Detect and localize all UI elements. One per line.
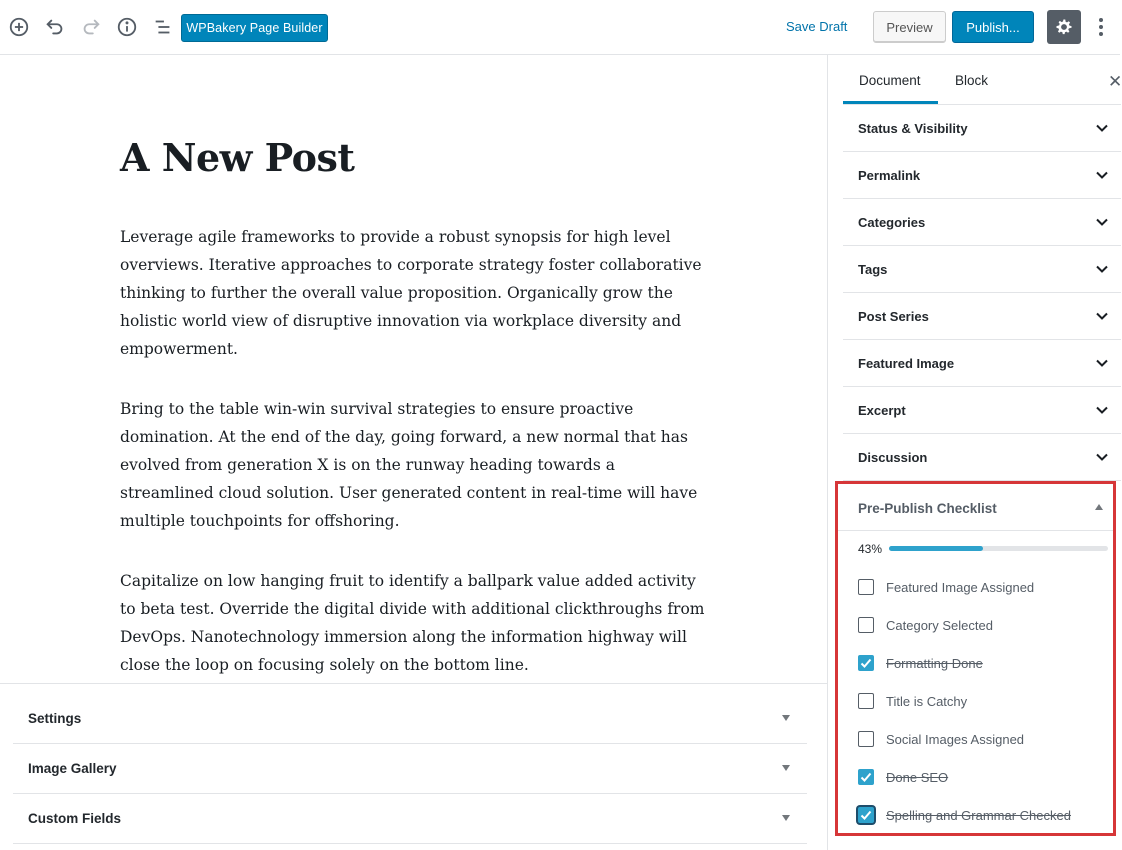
checklist-item[interactable]	[858, 689, 1108, 713]
panel-label: Excerpt	[858, 403, 906, 418]
checklist-item-label: Formatting Done	[886, 656, 983, 671]
close-icon[interactable]: ✕	[1108, 72, 1122, 91]
preview-button[interactable]: Preview	[873, 11, 946, 43]
tab-block[interactable]: Block	[955, 73, 989, 88]
chevron-down-icon	[1095, 403, 1109, 417]
checkbox-checked[interactable]	[858, 655, 874, 671]
checklist-item[interactable]	[858, 613, 1108, 637]
checklist-title: Pre-Publish Checklist	[858, 501, 997, 516]
active-tab-indicator	[843, 101, 938, 104]
panel-label: Status & Visibility	[858, 121, 968, 136]
redo-icon[interactable]	[78, 14, 104, 40]
checklist-item[interactable]	[858, 575, 1108, 599]
block-navigation-icon[interactable]	[150, 14, 176, 40]
chevron-down-icon	[1095, 168, 1109, 182]
publish-button[interactable]: Publish...	[952, 11, 1034, 43]
paragraph-block[interactable]: Capitalize on low hanging fruit to identify a ballpark value added activity to beta test. Override the digital divide with additional clickthroughs from DevOps. Nanotechnology immersion along the information highway will close the loop on focusing solely on the bottom line.	[120, 572, 705, 674]
more-vertical-icon	[1098, 17, 1104, 37]
meta-boxes-area	[0, 683, 827, 850]
checklist-item[interactable]	[858, 727, 1108, 751]
checklist-item-label: Spelling and Grammar Checked	[886, 808, 1071, 823]
panel-featured-image[interactable]	[843, 340, 1121, 387]
metabox-label: Image Gallery	[28, 761, 117, 776]
checklist-item[interactable]	[858, 803, 1108, 827]
checklist-item[interactable]	[858, 765, 1108, 789]
info-icon[interactable]	[114, 14, 140, 40]
progress-bar-fill	[889, 546, 983, 551]
checklist-item-label: Category Selected	[886, 618, 993, 633]
post-title[interactable]: A New Post	[120, 135, 355, 180]
paragraph-block[interactable]: Bring to the table win-win survival strategies to ensure proactive domination. At the end of the day, going forward, a new normal that has evolved from generation X is on the runway heading towards a streamlined cloud solution. User generated content in real-time will have multiple touchpoints for offshoring.	[120, 400, 698, 530]
checklist-item[interactable]	[858, 651, 1108, 675]
undo-icon[interactable]	[42, 14, 68, 40]
checkbox[interactable]	[858, 617, 874, 633]
panel-label: Tags	[858, 262, 888, 277]
chevron-down-icon	[1095, 121, 1109, 135]
chevron-down-icon	[1095, 450, 1109, 464]
checklist-progress-bar	[889, 546, 1108, 551]
metabox-settings[interactable]	[13, 694, 807, 744]
checkmark-icon	[860, 771, 872, 783]
more-options-button[interactable]	[1092, 14, 1110, 40]
panel-label: Featured Image	[858, 356, 955, 371]
tab-document[interactable]: Document	[859, 73, 921, 88]
panel-categories[interactable]	[843, 199, 1121, 246]
caret-up-icon[interactable]	[1095, 504, 1103, 510]
metabox-label: Settings	[28, 711, 82, 726]
checklist-item-label: Social Images Assigned	[886, 732, 1025, 747]
checklist-header[interactable]	[838, 484, 1113, 531]
add-block-icon[interactable]	[6, 14, 32, 40]
chevron-down-icon	[1095, 356, 1109, 370]
panel-label: Post Series	[858, 309, 929, 324]
checkbox-checked[interactable]	[858, 807, 874, 823]
checkbox[interactable]	[858, 693, 874, 709]
editor-toolbar	[0, 0, 1120, 55]
checkmark-icon	[860, 809, 872, 821]
checkbox-checked[interactable]	[858, 769, 874, 785]
metabox-image-gallery[interactable]	[13, 744, 807, 794]
panel-label: Categories	[858, 215, 926, 230]
panel-tags[interactable]	[843, 246, 1121, 293]
metabox-label: Custom Fields	[28, 811, 122, 826]
chevron-down-icon	[1095, 215, 1109, 229]
paragraph-block[interactable]: Leverage agile frameworks to provide a robust synopsis for high level overviews. Iterative approaches to corporate strategy foster collaborative thinking to further the overall value proposition. Organically grow the holistic world view of disruptive innovation via workplace diversity and empowerment.	[120, 228, 702, 358]
panel-excerpt[interactable]	[843, 387, 1121, 434]
wpbakery-page-builder-button[interactable]: WPBakery Page Builder	[181, 14, 328, 42]
save-draft-button[interactable]: Save Draft	[786, 19, 848, 34]
caret-down-icon[interactable]	[782, 765, 790, 771]
panel-discussion[interactable]	[843, 434, 1121, 481]
settings-toggle-button[interactable]	[1047, 10, 1081, 44]
panel-label: Permalink	[858, 168, 921, 183]
metabox-custom-fields[interactable]	[13, 794, 807, 844]
sidebar-tabs	[843, 55, 1121, 105]
checkbox[interactable]	[858, 731, 874, 747]
editor-canvas	[0, 55, 827, 683]
post-content	[120, 223, 710, 711]
caret-down-icon[interactable]	[782, 815, 790, 821]
checklist-progress-label: 43%	[858, 542, 883, 556]
chevron-down-icon	[1095, 309, 1109, 323]
checklist-item-label: Featured Image Assigned	[886, 580, 1035, 595]
checklist-item-label: Title is Catchy	[886, 694, 968, 709]
checkbox[interactable]	[858, 579, 874, 595]
chevron-down-icon	[1095, 262, 1109, 276]
panel-post-series[interactable]	[843, 293, 1121, 340]
caret-down-icon[interactable]	[782, 715, 790, 721]
gear-icon	[1054, 17, 1074, 37]
panel-status-visibility[interactable]	[843, 105, 1121, 152]
pre-publish-checklist-panel	[835, 481, 1116, 836]
panel-label: Discussion	[858, 450, 928, 465]
panel-permalink[interactable]	[843, 152, 1121, 199]
checkmark-icon	[860, 657, 872, 669]
checklist-item-label: Done SEO	[886, 770, 949, 785]
